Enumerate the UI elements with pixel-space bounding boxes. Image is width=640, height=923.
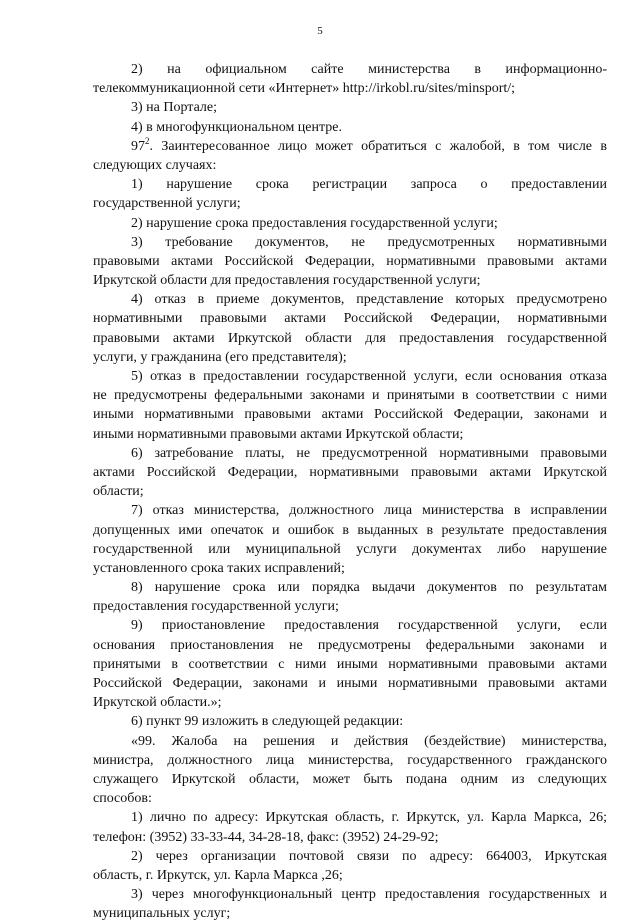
text-line: не предусмотрены федеральными законами и принятыми в соответствии с ними	[93, 388, 607, 404]
text-line: допущенных ими опечаток и ошибок в выданных в результате предоставления	[93, 522, 607, 538]
text-line: области;	[93, 484, 144, 500]
text-line: иными нормативными правовыми актами Российской Федерации, законами и	[93, 407, 607, 423]
text-line: правовыми актами Российской Федерации, нормативными правовыми актами	[93, 253, 607, 269]
text-line: государственной или муниципальной услуги документах либо нарушение	[93, 541, 607, 557]
text-line	[93, 137, 607, 156]
text-line: 2) на официальном сайте министерства в информационно-	[131, 62, 607, 77]
text-line: муниципальных услуг;	[93, 906, 231, 922]
text-line: 1) нарушение срока регистрации запроса о предоставлении	[131, 177, 607, 193]
text-line: 7) отказ министерства, должностного лица министерства в исправлении	[131, 503, 607, 519]
text-line: телефон: (3952) 33-33-44, 34-28-18, факс: (3952) 24-29-92;	[93, 829, 439, 845]
text-line: телекоммуникационной сети «Интернет» http://irkobl.ru/sites/minsport/;	[93, 81, 516, 97]
text-line: предоставления государственной услуги;	[93, 599, 339, 615]
text-line: установленного срока таких исправлений;	[93, 560, 345, 576]
text-fragment: 97	[131, 138, 145, 154]
text-line: 8) нарушение срока или порядка выдачи документов по результатам	[131, 580, 607, 596]
text-line: нормативными правовыми актами Российской Федерации, нормативными	[93, 311, 607, 327]
text-line: 6) затребование платы, не предусмотренной нормативными правовыми	[131, 445, 607, 461]
text-line: 3) на Портале;	[131, 100, 218, 116]
text-line: 2) нарушение срока предоставления государственной услуги;	[131, 215, 498, 231]
text-line: правовыми актами Иркутской области для предоставления государственной	[93, 330, 607, 346]
text-line: 3) требование документов, не предусмотренных нормативными	[131, 234, 607, 250]
text-line: государственной услуги;	[93, 196, 241, 212]
text-line: Российской Федерации, законами и иными нормативными правовыми актами	[93, 676, 607, 691]
text-line: иными нормативными правовыми актами Иркутской области;	[93, 426, 464, 442]
text-line: 6) пункт 99 изложить в следующей редакции:	[131, 714, 404, 730]
text-line: область, г. Иркутск, ул. Карла Маркса ,26;	[93, 867, 343, 883]
text-line: 4) в многофункциональном центре.	[131, 119, 343, 135]
document-body	[93, 60, 607, 923]
text-line: 5) отказ в предоставлении государственной услуги, если основания отказа	[131, 369, 607, 384]
text-line: 9) приостановление предоставления государственной услуги, если	[131, 618, 607, 634]
text-line: способов:	[93, 791, 152, 807]
text-line: 2) через организации почтовой связи по адресу: 664003, Иркутская	[131, 848, 607, 864]
superscript: 2	[145, 135, 150, 146]
text-line: следующих случаях:	[93, 157, 217, 173]
text-line: министра, должностного лица министерства, государственного гражданского	[93, 752, 607, 768]
text-line: основания приостановления не предусмотрены федеральными законами и	[93, 637, 607, 653]
text-line: Иркутской области.»;	[93, 695, 222, 711]
text-line: служащего Иркутской области, может быть подана одним из следующих	[93, 771, 607, 787]
page-number: 5	[317, 25, 323, 37]
text-line: 4) отказ в приеме документов, представление которых предусмотрено	[131, 292, 607, 308]
text-line: принятыми в соответствии с ними иными нормативными правовыми актами	[93, 656, 607, 672]
text-line: Иркутской области для предоставления государственной услуги;	[93, 273, 481, 289]
text-line: 1) лично по адресу: Иркутская область, г. Иркутск, ул. Карла Маркса, 26;	[131, 810, 607, 826]
text-line: услуги, у гражданина (его представителя);	[93, 349, 347, 365]
text-fragment: . Заинтересованное лицо может обратиться с жалобой, в том числе в	[149, 138, 607, 154]
text-line: «99. Жалоба на решения и действия (бездействие) министерства,	[131, 733, 607, 749]
text-line: 3) через многофункциональный центр предоставления государственных и	[131, 887, 607, 903]
text-line: актами Российской Федерации, нормативными правовыми актами Иркутской	[93, 464, 607, 480]
